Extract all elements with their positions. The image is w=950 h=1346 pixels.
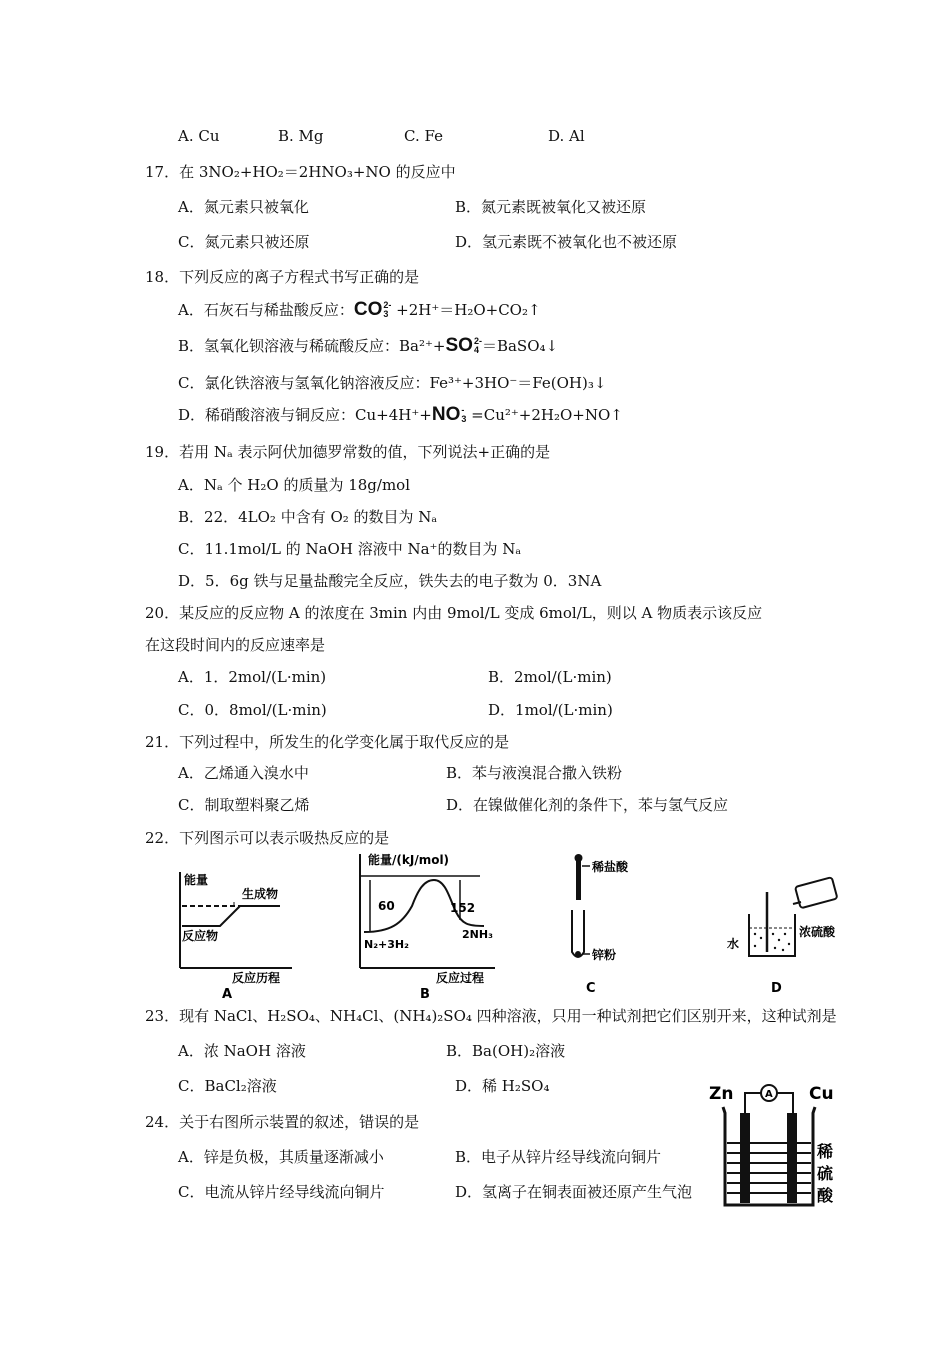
q16-option-b: B. Mg xyxy=(278,127,324,145)
copper-label: Cu xyxy=(809,1084,834,1104)
fig-a-xlabel: 反应历程 xyxy=(232,971,281,985)
q16-option-c: C. Fe xyxy=(404,127,443,145)
carbonate-ion: CO2- 3 xyxy=(353,299,392,320)
acid-label-2: 硫 xyxy=(817,1164,834,1183)
fig-b-reactant-label: N₂+3H₂ xyxy=(364,938,409,951)
beaker-figure-d xyxy=(725,852,855,1002)
q18-option-b: B．氢氧化钡溶液与稀硫酸反应：Ba²⁺+SO2- 4 ＝BaSO₄↓ xyxy=(178,335,559,356)
q18-option-c: C．氯化铁溶液与氢氧化钠溶液反应：Fe³⁺+3HO⁻＝Fe(OH)₃↓ xyxy=(178,374,607,392)
q16-option-d: D. Al xyxy=(548,127,585,145)
q23-option-c: C．BaCl₂溶液 xyxy=(178,1077,277,1095)
q20-option-b: B．2mol/(L·min) xyxy=(488,668,612,686)
energy-diagram-a xyxy=(170,862,295,1002)
q18-option-d: D．稀硝酸溶液与铜反应：Cu+4H⁺+NO- 3 =Cu²⁺+2H₂O+NO↑ xyxy=(178,404,623,425)
fig-b-xlabel: 反应过程 xyxy=(436,971,485,985)
q21-stem: 21．下列过程中，所发生的化学变化属于取代反应的是 xyxy=(145,733,510,751)
fig-a-reactant-label: 反应物 xyxy=(182,929,219,943)
q20-stem-line2: 在这段时间内的反应速率是 xyxy=(145,636,326,654)
fig-c-acid-label: 稀盐酸 xyxy=(592,860,629,874)
q21-option-b: B．苯与液溴混合撒入铁粉 xyxy=(446,764,623,782)
q23-option-b: B．Ba(OH)₂溶液 xyxy=(446,1042,566,1060)
q23-option-a: A．浓 NaOH 溶液 xyxy=(178,1042,306,1060)
fig-d-water-label: 水 xyxy=(727,937,740,951)
q17-option-b: B．氮元素既被氧化又被还原 xyxy=(455,198,647,216)
q20-option-a: A．1．2mol/(L·min) xyxy=(178,668,327,686)
q24-option-d: D．氢离子在铜表面被还原产生气泡 xyxy=(455,1183,693,1201)
q23-stem: 23．现有 NaCl、H₂SO₄、NH₄Cl、(NH₄)₂SO₄ 四种溶液，只用一种试剂把它们区别开来，这种试剂是 xyxy=(145,1007,837,1025)
q17-option-a: A．氮元素只被氧化 xyxy=(178,198,309,216)
q24-option-c: C．电流从锌片经导线流向铜片 xyxy=(178,1183,385,1201)
fig-b-product-label: 2NH₃ xyxy=(462,928,493,941)
fig-a-product-label: 生成物 xyxy=(242,887,279,901)
q18-stem: 18．下列反应的离子方程式书写正确的是 xyxy=(145,268,420,286)
q18-option-a: A．石灰石与稀盐酸反应：CO2- 3 +2H⁺＝H₂O+CO₂↑ xyxy=(178,299,541,320)
q19-stem: 19．若用 Nₐ 表示阿伏加德罗常数的值，下列说法+正确的是 xyxy=(145,443,551,461)
acid-label-1: 稀 xyxy=(817,1142,834,1161)
fig-c-metal-label: 锌粉 xyxy=(592,948,617,962)
acid-label-3: 酸 xyxy=(817,1186,834,1205)
zinc-electrode xyxy=(740,1113,750,1203)
copper-electrode xyxy=(787,1113,797,1203)
q22-stem: 22．下列图示可以表示吸热反应的是 xyxy=(145,829,390,847)
fig-c-letter: C xyxy=(586,981,596,996)
q24-option-b: B．电子从锌片经导线流向铜片 xyxy=(455,1148,662,1166)
q17-option-c: C．氮元素只被还原 xyxy=(178,233,310,251)
test-tube-figure-c xyxy=(560,852,670,1002)
zinc-label: Zn xyxy=(709,1084,734,1104)
galvanic-cell-figure xyxy=(705,1077,845,1217)
fig-b-value-152: 152 xyxy=(450,901,476,915)
q20-option-c: C．0．8mol/(L·min) xyxy=(178,701,327,719)
q19-option-d: D．5．6g 铁与足量盐酸完全反应，铁失去的电子数为 0．3NA xyxy=(178,572,602,590)
q21-option-d: D．在镍做催化剂的条件下，苯与氢气反应 xyxy=(446,796,729,814)
q23-option-d: D．稀 H₂SO₄ xyxy=(455,1077,550,1095)
fig-d-acid-label: 浓硫酸 xyxy=(799,925,836,939)
fig-d-letter: D xyxy=(771,981,782,996)
q21-option-a: A．乙烯通入溴水中 xyxy=(178,764,309,782)
fig-b-value-60: 60 xyxy=(378,899,395,913)
q24-option-a: A．锌是负极，其质量逐渐减小 xyxy=(178,1148,384,1166)
energy-diagram-b xyxy=(350,850,500,1002)
fig-a-ylabel: 能量 xyxy=(184,873,209,887)
q20-stem-line1: 20．某反应的反应物 A 的浓度在 3min 内由 9mol/L 变成 6mol/L，则以 A 物质表示该反应 xyxy=(145,604,763,622)
q19-option-c: C．11.1mol/L 的 NaOH 溶液中 Na⁺的数目为 Nₐ xyxy=(178,540,522,558)
sulfate-ion: SO2- 4 xyxy=(445,335,482,356)
q24-stem: 24．关于右图所示装置的叙述，错误的是 xyxy=(145,1113,420,1131)
fig-a-letter: A xyxy=(222,987,233,1002)
q17-option-d: D．氢元素既不被氧化也不被还原 xyxy=(455,233,678,251)
fig-b-letter: B xyxy=(420,987,430,1002)
q16-option-a: A. Cu xyxy=(178,127,220,145)
q21-option-c: C．制取塑料聚乙烯 xyxy=(178,796,310,814)
ammeter-label: A xyxy=(765,1089,773,1100)
fig-b-ylabel: 能量/(kJ/mol) xyxy=(368,853,450,867)
q17-stem: 17．在 3NO₂+HO₂＝2HNO₃+NO 的反应中 xyxy=(145,163,456,181)
q19-option-a: A．Nₐ 个 H₂O 的质量为 18g/mol xyxy=(178,476,411,494)
q20-option-d: D．1mol/(L·min) xyxy=(488,701,613,719)
nitrate-ion: NO- 3 xyxy=(431,404,467,425)
q19-option-b: B．22．4LO₂ 中含有 O₂ 的数目为 Nₐ xyxy=(178,508,438,526)
